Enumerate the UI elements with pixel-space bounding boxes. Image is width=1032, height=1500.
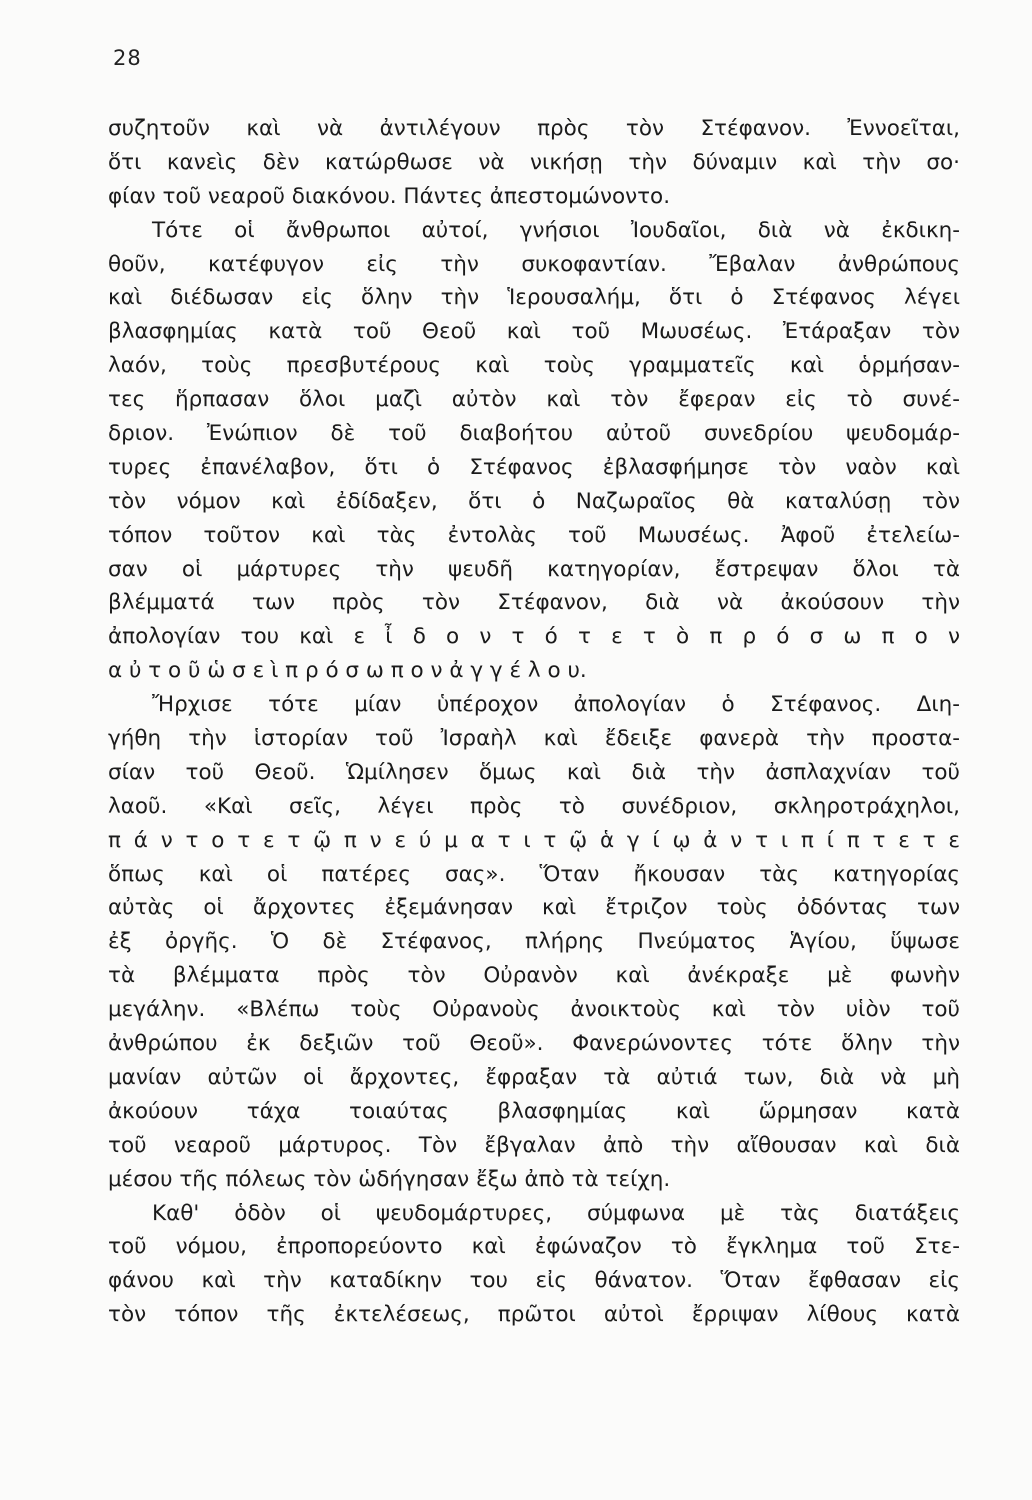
text-line: μανίαν αὐτῶν οἱ ἄρχοντες, ἔφραξαν τὰ αὐτιά των, διὰ νὰ μὴ [108,1064,960,1090]
text-line: τοῦ νεαροῦ μάρτυρος. Τὸν ἔβγαλαν ἀπὸ τὴν αἴθουσαν καὶ διὰ [108,1132,960,1158]
text-line: τόπον τοῦτον καὶ τὰς ἐντολὰς τοῦ Μωυσέως. Ἀφοῦ ἐτελείω- [108,522,960,548]
text-line: ὅτι κανεὶς δὲν κατώρθωσε νὰ νικήσῃ τὴν δύναμιν καὶ τὴν σο· [108,149,960,175]
text-line: ἐξ ὀργῆς. Ὁ δὲ Στέφανος, πλήρης Πνεύματος Ἁγίου, ὕψωσε [108,929,960,955]
text-line: λαοῦ. «Καὶ σεῖς, λέγει πρὸς τὸ συνέδριον, σκληροτράχηλοι, [108,793,960,819]
text-line: φάνου καὶ τὴν καταδίκην του εἰς θάνατον. Ὅταν ἔφθασαν εἰς [108,1268,960,1294]
text-line: φίαν τοῦ νεαροῦ διακόνου. Πάντες ἀπεστομώνοντο. [108,183,671,209]
body-text [108,112,960,1332]
text-line: ὅπως καὶ οἱ πατέρες σας». Ὅταν ἤκουσαν τὰς κατηγορίας [108,861,960,887]
text-line: τὰ βλέμματα πρὸς τὸν Οὐρανὸν καὶ ἀνέκραξε μὲ φωνὴν [108,963,960,989]
text-line: Ἤρχισε τότε μίαν ὑπέροχον ἀπολογίαν ὁ Στέφανος. Διη- [152,692,960,718]
text-line: καὶ διέδωσαν εἰς ὅλην τὴν Ἱερουσαλήμ, ὅτι ὁ Στέφανος λέγει [108,285,960,311]
text-line: σαν οἱ μάρτυρες τὴν ψευδῆ κατηγορίαν, ἔστρεψαν ὅλοι τὰ [108,556,960,582]
text-line: λαόν, τοὺς πρεσβυτέρους καὶ τοὺς γραμματεῖς καὶ ὁρμήσαν- [108,353,960,379]
text-line: βλέμματά των πρὸς τὸν Στέφανον, διὰ νὰ ἀκούσουν τὴν [108,590,960,616]
text-line: μέσου τῆς πόλεως τὸν ὡδήγησαν ἔξω ἀπὸ τὰ τείχη. [108,1166,671,1192]
text-line: Τότε οἱ ἄνθρωποι αὐτοί, γνήσιοι Ἰουδαῖοι, διὰ νὰ ἐκδικη- [152,217,960,243]
text-line: τυρες ἐπανέλαβον, ὅτι ὁ Στέφανος ἐβλασφήμησε τὸν ναὸν καὶ [108,454,960,480]
text-line: θοῦν, κατέφυγον εἰς τὴν συκοφαντίαν. Ἔβαλαν ἀνθρώπους [108,251,960,277]
page-number: 28 [113,46,142,70]
text-line: σίαν τοῦ Θεοῦ. Ὡμίλησεν ὅμως καὶ διὰ τὴν ἀσπλαχνίαν τοῦ [108,759,960,785]
text-line: τοῦ νόμου, ἐπροπορεύοντο καὶ ἐφώναζον τὸ ἔγκλημα τοῦ Στε- [108,1234,960,1260]
text-line: αὐτὰς οἱ ἄρχοντες ἐξεμάνησαν καὶ ἔτριζον τοὺς ὀδόντας των [108,895,960,921]
text-line: βλασφημίας κατὰ τοῦ Θεοῦ καὶ τοῦ Μωυσέως. Ἐτάραξαν τὸν [108,319,960,345]
text-line: Καθ' ὁδὸν οἱ ψευδομάρτυρες, σύμφωνα μὲ τὰς διατάξεις [152,1200,960,1226]
text-line: ἀνθρώπου ἐκ δεξιῶν τοῦ Θεοῦ». Φανερώνοντες τότε ὅλην τὴν [108,1031,960,1057]
text-line: μεγάλην. «Βλέπω τοὺς Οὐρανοὺς ἀνοικτοὺς καὶ τὸν υἱὸν τοῦ [108,997,960,1023]
text-line: ἀπολογίαν του καὶ ε ἶ δ ο ν τ ό τ ε τ ὸ π ρ ό σ ω π ο ν [108,624,960,650]
text-line: ἀκούουν τάχα τοιαύτας βλασφημίας καὶ ὥρμησαν κατὰ [108,1098,960,1124]
text-line: τὸν νόμον καὶ ἐδίδαξεν, ὅτι ὁ Ναζωραῖος θὰ καταλύσῃ τὸν [108,488,960,514]
text-line: τὸν τόπον τῆς ἐκτελέσεως, πρῶτοι αὐτοὶ ἔρριψαν λίθους κατὰ [108,1302,960,1328]
text-line: α ὐ τ ο ῦ ὡ σ ε ὶ π ρ ό σ ω π ο ν ἀ γ γ έ λ ο υ. [108,658,587,684]
text-line: συζητοῦν καὶ νὰ ἀντιλέγουν πρὸς τὸν Στέφανον. Ἐννοεῖται, [108,116,960,141]
text-line: γήθη τὴν ἱστορίαν τοῦ Ἰσραὴλ καὶ ἔδειξε φανερὰ τὴν προστα- [108,726,960,752]
text-line: τες ἥρπασαν ὅλοι μαζὶ αὐτὸν καὶ τὸν ἔφεραν εἰς τὸ συνέ- [108,387,960,413]
text-line: δριον. Ἐνώπιον δὲ τοῦ διαβοήτου αὐτοῦ συνεδρίου ψευδομάρ- [108,421,960,447]
text-line: π ά ν τ ο τ ε τ ῷ π ν ε ύ μ α τ ι τ ῷ ἁ γ ί ῳ ἀ ν τ ι π ί π τ ε τ ε [108,827,960,853]
